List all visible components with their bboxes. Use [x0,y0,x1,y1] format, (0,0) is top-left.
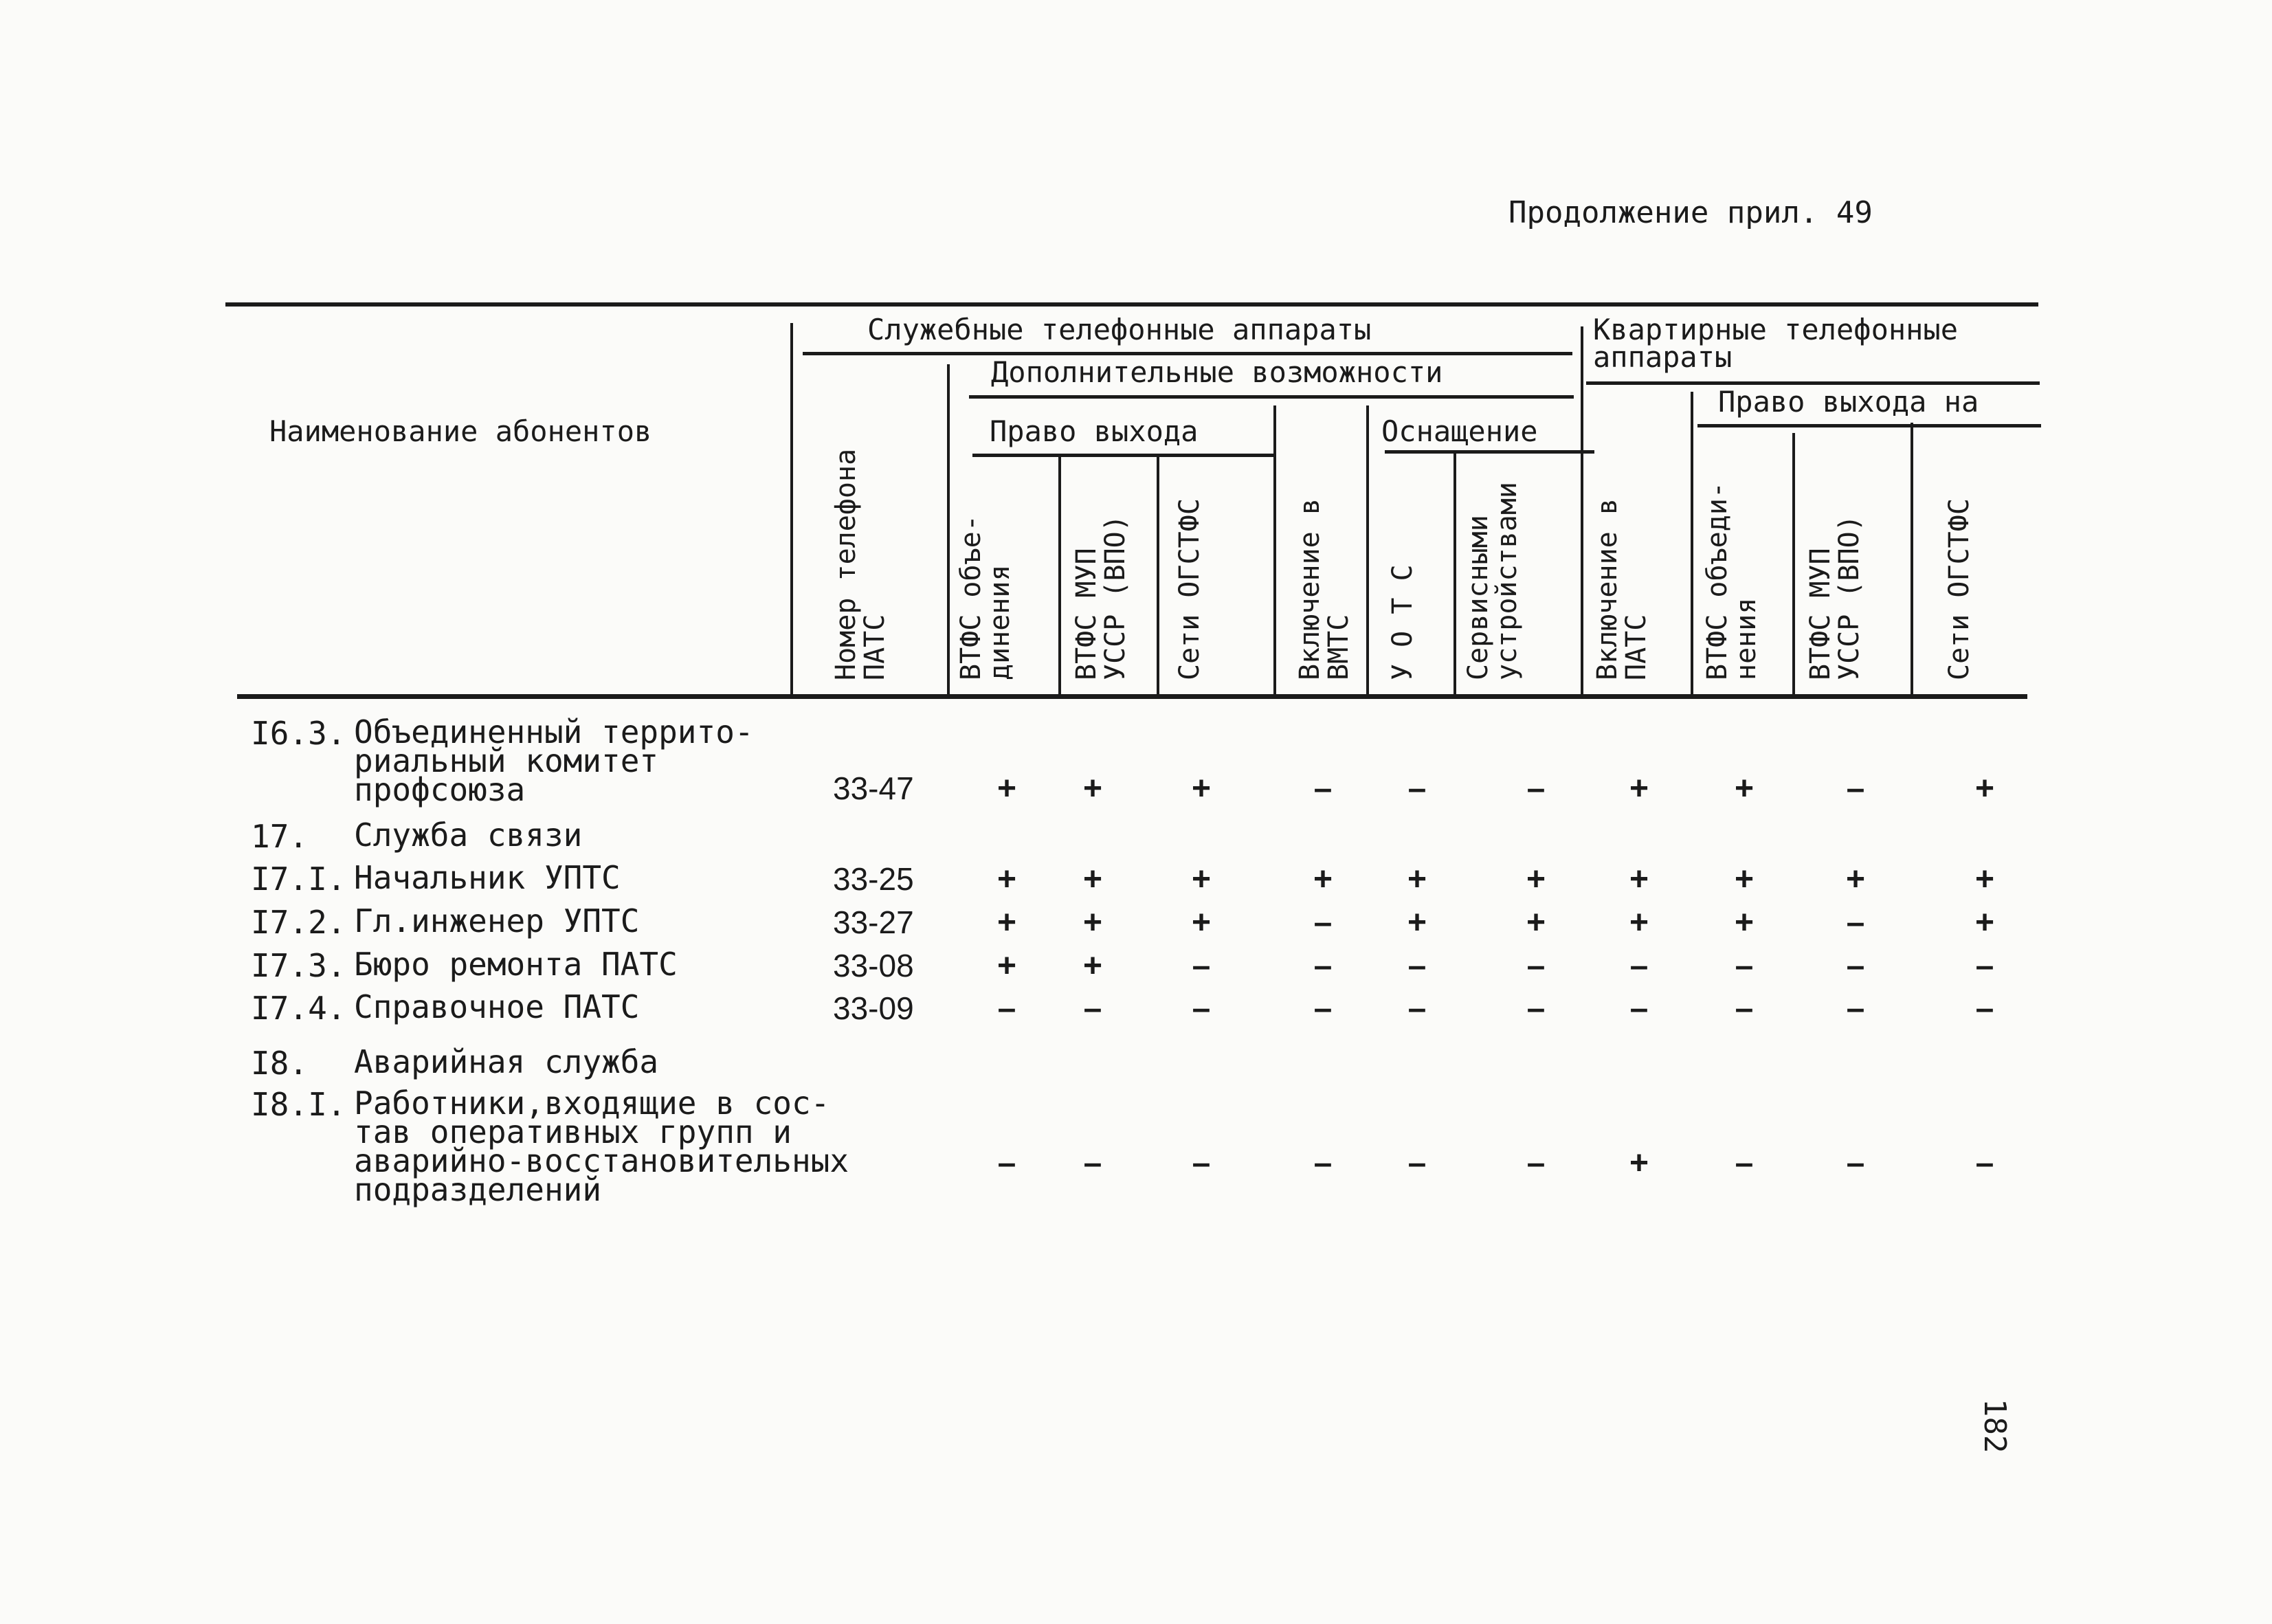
row-mark: + [1629,770,1649,807]
row-mark: – [1629,990,1649,1027]
header-extra-group: Дополнительные возможности [991,355,1443,389]
row-mark: – [1192,948,1211,984]
row-mark: + [996,904,1017,941]
row-mark: – [1846,1145,1865,1181]
col-divider [1792,433,1795,698]
row-name: Справочное ПАТС [354,988,640,1025]
row-mark: – [1526,1145,1546,1181]
row-mark: + [1191,904,1212,941]
row-mark: – [1313,904,1333,941]
header-home-group-2: аппараты [1593,340,1733,374]
page-number: 182 [1977,1399,2012,1454]
header-bottom-rule [237,694,2027,699]
col-header-vtfs-mup: ВТФС МУП УССР (ВПО) [1071,515,1131,680]
row-phone: 33-08 [833,948,914,983]
row-mark: + [1734,770,1755,807]
row-mark: – [1407,1145,1427,1181]
row-name: Работники,входящие в сос- тав оперативных групп и аварийно-восстановительных подразделений [354,1084,849,1208]
row-mark: + [1082,904,1103,941]
equipment-rule [1385,450,1594,454]
col-divider [1273,405,1276,698]
col-divider [1911,423,1913,698]
home-exit-rule [1697,424,2041,427]
header-equipment: Оснащение [1381,414,1538,448]
row-mark: + [1734,904,1755,941]
row-mark: – [1526,948,1546,984]
col-header-service: Сервисными устройствами [1462,482,1523,680]
row-number: I6.3. [251,715,346,752]
col-divider [947,364,950,698]
row-mark: + [1191,861,1212,898]
row-mark: – [1313,948,1333,984]
col-header-phone: Номер телефона ПАТС [830,448,891,680]
row-name: Начальник УПТС [354,859,621,896]
row-mark: – [1975,990,1994,1027]
row-mark: + [996,861,1017,898]
extra-group-rule [969,395,1574,399]
col-divider [1157,457,1159,698]
row-mark: – [997,990,1016,1027]
row-mark: + [1191,770,1212,807]
row-mark: – [1407,990,1427,1027]
row-mark: – [1192,990,1211,1027]
exit-right-rule [972,454,1275,457]
row-mark: + [1526,861,1546,898]
col-header-home-vtfs: ВТФС объеди- нения [1702,482,1762,680]
row-mark: + [1629,904,1649,941]
row-mark: – [1083,1145,1102,1181]
col-header-home-mup: ВТФС МУП УССР (ВПО) [1805,515,1865,680]
row-mark: + [1974,904,1995,941]
row-mark: – [1735,990,1754,1027]
row-mark: – [1846,904,1865,941]
row-mark: + [996,770,1017,807]
header-exit-right: Право выхода [990,414,1199,448]
row-name: Гл.инженер УПТС [354,902,640,939]
row-number: I7.2. [251,904,346,941]
row-mark: – [1846,770,1865,807]
row-mark: + [1974,861,1995,898]
col-header-uots: У О Т С [1387,564,1418,680]
row-mark: + [1407,904,1427,941]
row-mark: + [1974,770,1995,807]
row-mark: – [1846,948,1865,984]
row-number: I7.I. [251,860,346,898]
row-name: Бюро ремонта ПАТС [354,946,678,983]
row-mark: + [1313,861,1333,898]
row-mark: + [1082,861,1103,898]
row-name: Аварийная служба [354,1043,659,1080]
row-mark: + [1407,861,1427,898]
header-home-group: Квартирные телефонные [1593,313,1959,346]
col-header-home-ogstfs: Сети ОГСТФС [1944,498,1975,680]
row-mark: – [1313,990,1333,1027]
row-mark: + [1082,948,1103,984]
row-mark: – [1735,1145,1754,1181]
row-mark: – [1526,770,1546,807]
row-mark: – [997,1145,1016,1181]
row-mark: – [1407,770,1427,807]
row-phone: 33-09 [833,990,914,1026]
row-number: 17. [251,818,309,855]
col-divider [790,323,793,698]
col-divider [1581,326,1583,698]
row-mark: – [1846,990,1865,1027]
row-mark: – [1407,948,1427,984]
row-number: I8.I. [251,1086,346,1123]
row-mark: – [1083,990,1102,1027]
row-mark: – [1526,990,1546,1027]
col-divider [1058,457,1061,698]
row-mark: + [1082,770,1103,807]
row-number: I7.3. [251,947,346,984]
row-number: I8. [251,1045,309,1082]
row-mark: – [1192,1145,1211,1181]
row-mark: + [1734,861,1755,898]
row-mark: + [1526,904,1546,941]
col-header-vmts: Включение в ВМТС [1294,498,1355,680]
row-mark: – [1975,1145,1994,1181]
continuation-label: Продолжение прил. 49 [1508,195,1873,230]
row-mark: + [1629,861,1649,898]
row-name: Объединенный террито- риальный комитет профсоюза [354,713,754,808]
row-phone: 33-27 [833,904,914,940]
col-divider [1454,454,1456,698]
row-number: I7.4. [251,990,346,1027]
row-mark: – [1975,948,1994,984]
row-mark: – [1313,1145,1333,1181]
col-header-ogstfs: Сети ОГСТФС [1174,498,1205,680]
col-header-vtfs-office: ВТФС объе- динения [955,515,1016,680]
col-divider [1366,405,1369,698]
row-mark: + [1845,861,1866,898]
col-divider [1691,392,1693,698]
col-header-pats: Включение в ПАТС [1592,498,1652,680]
table-top-rule [225,302,2038,307]
header-home-exit: Право выхода на [1718,385,1979,419]
row-phone: 33-47 [833,770,914,806]
row-mark: – [1313,770,1333,807]
row-mark: – [1629,948,1649,984]
header-office-group: Служебные телефонные аппараты [867,313,1372,346]
row-mark: + [1629,1145,1649,1181]
header-name-col: Наименование абонентов [269,414,652,448]
row-mark: + [996,948,1017,984]
row-mark: – [1735,948,1754,984]
row-phone: 33-25 [833,861,914,897]
row-name: Служба связи [354,816,583,854]
